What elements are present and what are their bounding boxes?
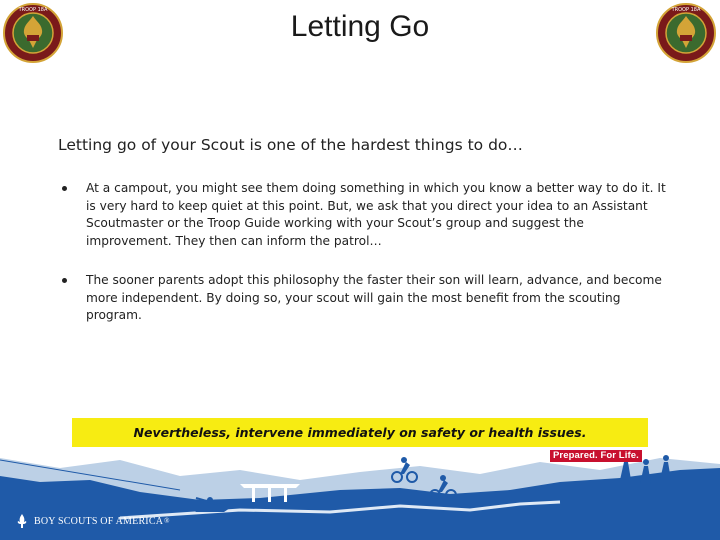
bullet-text: At a campout, you might see them doing something in which you know a better way to do it. It is very hard to keep quiet at this point. But, we ask that you direct your idea to an Assistant Scoutmaster or the Troop Guide working with your Scout’s group and suggest the improvement. They then can inform the patrol…	[86, 181, 666, 248]
callout-text: Nevertheless, intervene immediately on safety or health issues.	[133, 425, 587, 440]
tagline-badge: Prepared. For Life.	[550, 450, 642, 462]
slide-subtitle: Letting go of your Scout is one of the hardest things to do…	[58, 136, 523, 154]
slide-title: Letting Go	[290, 10, 430, 43]
bullet-text: The sooner parents adopt this philosophy the faster their son will learn, advance, and become more independent. By doing so, your scout will gain the most benefit from the scouting program.	[86, 273, 662, 322]
bsa-logo	[14, 513, 170, 529]
bullet-icon	[62, 186, 67, 191]
bullet-icon	[62, 278, 67, 283]
org-name: BOY SCOUTS OF AMERICA	[34, 515, 164, 527]
emblem-text: TROOP 18A	[671, 7, 701, 13]
fleur-de-lis-icon	[14, 513, 30, 529]
emblem-text: TROOP 18A	[18, 7, 48, 13]
trademark: ®	[164, 517, 170, 525]
